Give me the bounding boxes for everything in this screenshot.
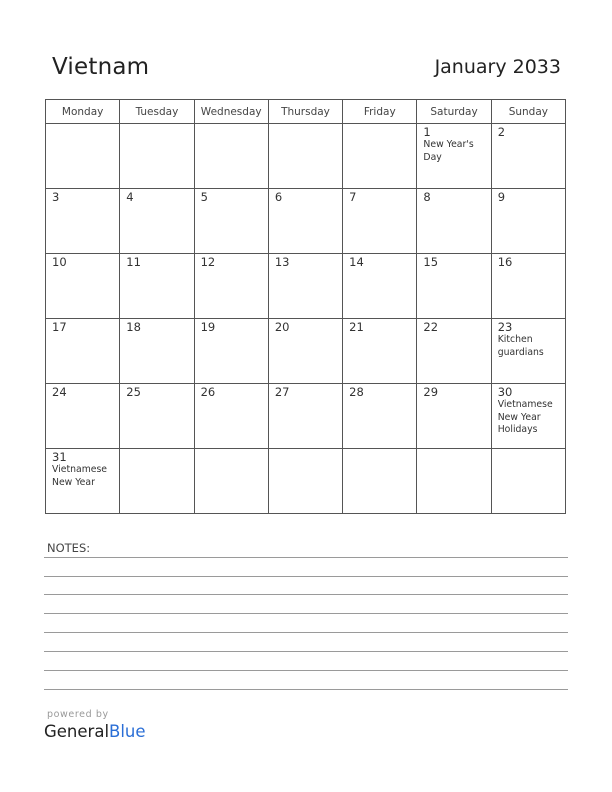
holiday-label: Vietnamese New Year Holidays: [497, 399, 553, 435]
powered-by-text: powered by: [47, 709, 109, 720]
calendar-day-cell[interactable]: [268, 319, 342, 384]
calendar-day-cell[interactable]: [417, 254, 491, 319]
calendar-day-cell[interactable]: [46, 189, 120, 254]
calendar-day-cell[interactable]: [268, 384, 342, 449]
note-line: [44, 594, 568, 595]
calendar-day-cell[interactable]: [194, 384, 268, 449]
calendar-country-title: Vietnam: [52, 54, 150, 80]
day-number: 20: [274, 320, 290, 334]
day-number: 26: [200, 385, 216, 399]
weekday-header: Tuesday: [120, 100, 194, 124]
calendar-day-cell[interactable]: [343, 254, 417, 319]
note-line: [44, 632, 568, 633]
weekday-header: Thursday: [268, 100, 342, 124]
day-number: 1: [423, 125, 431, 139]
day-number: 3: [52, 190, 60, 204]
calendar-day-cell[interactable]: [417, 124, 491, 189]
calendar-day-cell[interactable]: [194, 449, 268, 514]
calendar-day-cell[interactable]: [491, 449, 565, 514]
calendar-day-cell[interactable]: [268, 254, 342, 319]
calendar-body: [46, 124, 566, 514]
brand-name-general: General: [44, 722, 110, 741]
day-number: 13: [274, 255, 290, 269]
day-number: 16: [497, 255, 513, 269]
calendar-day-cell[interactable]: [491, 124, 565, 189]
note-line: [44, 651, 568, 652]
brand-name-blue: Blue: [109, 722, 146, 741]
calendar-day-cell[interactable]: [417, 189, 491, 254]
calendar-day-cell[interactable]: [46, 449, 120, 514]
day-number: 10: [52, 255, 67, 269]
day-number: 17: [52, 320, 67, 334]
day-number: 18: [126, 320, 141, 334]
calendar-week-row: [46, 449, 566, 514]
day-number: 28: [349, 385, 364, 399]
calendar-day-cell[interactable]: [46, 124, 120, 189]
day-number: 27: [274, 385, 290, 399]
day-number: 24: [52, 385, 67, 399]
day-number: 6: [274, 190, 283, 204]
note-line: [44, 613, 568, 614]
day-number: 5: [200, 190, 208, 204]
day-number: 7: [349, 190, 357, 204]
note-line: [44, 576, 568, 577]
day-number: 8: [423, 190, 431, 204]
calendar-day-cell[interactable]: [194, 254, 268, 319]
calendar-day-cell[interactable]: [343, 449, 417, 514]
calendar-day-cell[interactable]: [46, 384, 120, 449]
calendar-day-cell[interactable]: [120, 189, 194, 254]
calendar-grid: [45, 99, 566, 514]
weekday-header: Sunday: [491, 100, 565, 124]
weekday-header: Monday: [46, 100, 120, 124]
day-number: 14: [349, 255, 364, 269]
day-number: 4: [126, 190, 134, 204]
day-number: 21: [349, 320, 364, 334]
day-number: 11: [126, 255, 141, 269]
calendar-week-row: [46, 384, 566, 449]
note-line: [44, 557, 568, 558]
day-number: 12: [200, 255, 216, 269]
calendar-month-title: January 2033: [434, 56, 561, 78]
day-number: 31: [52, 450, 67, 464]
calendar-day-cell[interactable]: [120, 254, 194, 319]
day-number: 15: [423, 255, 439, 269]
day-number: 9: [497, 190, 506, 204]
notes-label: NOTES:: [47, 541, 91, 555]
calendar-day-cell[interactable]: [194, 189, 268, 254]
calendar-day-cell[interactable]: [120, 449, 194, 514]
day-number: 23: [497, 320, 513, 334]
calendar-day-cell[interactable]: [343, 319, 417, 384]
calendar-week-row: [46, 189, 566, 254]
calendar-day-cell[interactable]: [343, 189, 417, 254]
calendar-day-cell[interactable]: [491, 384, 565, 449]
day-number: 22: [423, 320, 439, 334]
calendar-day-cell[interactable]: [46, 254, 120, 319]
calendar-day-cell[interactable]: [417, 319, 491, 384]
calendar-day-cell[interactable]: [120, 384, 194, 449]
calendar-day-cell[interactable]: [417, 384, 491, 449]
calendar-day-cell[interactable]: [46, 319, 120, 384]
calendar-day-cell[interactable]: [491, 189, 565, 254]
day-number: 30: [497, 385, 513, 399]
calendar-week-row: [46, 254, 566, 319]
calendar-week-row: [46, 319, 566, 384]
weekday-header: Friday: [343, 100, 417, 124]
calendar-day-cell[interactable]: [343, 384, 417, 449]
calendar-day-cell[interactable]: [491, 319, 565, 384]
holiday-label: Kitchen guardians: [497, 334, 544, 358]
calendar-day-cell[interactable]: [268, 124, 342, 189]
day-number: 29: [423, 385, 439, 399]
weekday-header: Saturday: [417, 100, 491, 124]
calendar-week-row: [46, 124, 566, 189]
note-line: [44, 689, 568, 690]
brand-logo[interactable]: [44, 722, 146, 741]
holiday-label: New Year's Day: [423, 139, 474, 163]
day-number: 25: [126, 385, 141, 399]
calendar-day-cell[interactable]: [120, 124, 194, 189]
calendar-day-cell[interactable]: [491, 254, 565, 319]
calendar-day-cell[interactable]: [194, 319, 268, 384]
calendar-day-cell[interactable]: [268, 449, 342, 514]
calendar-day-cell[interactable]: [343, 124, 417, 189]
calendar-day-cell[interactable]: [194, 124, 268, 189]
note-line: [44, 670, 568, 671]
holiday-label: Vietnamese New Year: [52, 464, 108, 488]
weekday-header: Wednesday: [194, 100, 268, 124]
calendar-day-cell[interactable]: [268, 189, 342, 254]
calendar-day-cell[interactable]: [120, 319, 194, 384]
calendar-day-cell[interactable]: [417, 449, 491, 514]
day-number: 19: [200, 320, 216, 334]
weekday-header-row: [46, 100, 566, 124]
day-number: 2: [497, 125, 506, 139]
